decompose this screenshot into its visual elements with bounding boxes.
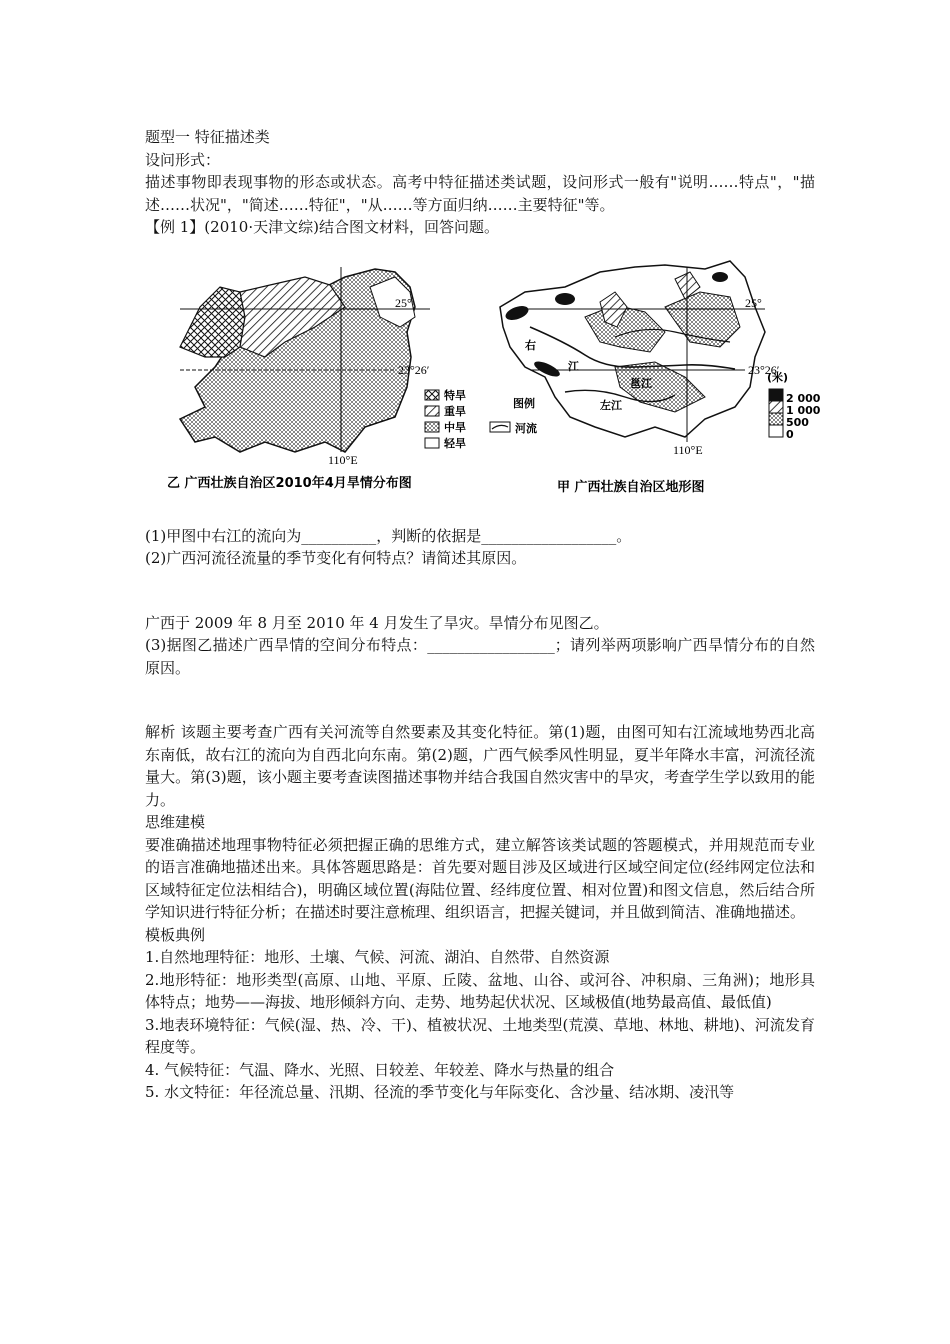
legend-extreme: 特旱 bbox=[444, 388, 466, 402]
template-heading: 模板典例 bbox=[145, 925, 206, 944]
template-item-1: 1.自然地理特征：地形、土壤、气候、河流、湖泊、自然带、自然资源 bbox=[145, 948, 610, 966]
example-heading: 【例 1】(2010·天津文综)结合图文材料，回答问题。 bbox=[145, 218, 499, 236]
legend-moderate: 中旱 bbox=[444, 420, 466, 434]
drought-region-extreme bbox=[180, 287, 245, 357]
river-legend bbox=[490, 396, 537, 435]
document-page bbox=[145, 126, 821, 1104]
left-map-caption: 乙 广西壮族自治区2010年4月旱情分布图 bbox=[167, 475, 412, 491]
river-label-zuojiang: 左江 bbox=[600, 398, 622, 412]
river-label-jiang: 江 bbox=[568, 359, 579, 373]
elevation-500: 500 bbox=[786, 415, 809, 429]
lon-110-label: 110°E bbox=[328, 452, 358, 467]
elevation-2000: 2 000 bbox=[786, 391, 821, 405]
ask-form-text: 描述事物即表现事物的形态或状态。高考中特征描述类试题，设问形式一般有"说明……特点"，"描述……状况"，"简述……特征"，"从……等方面归纳……主要特征"等。 bbox=[145, 173, 815, 214]
lat-25-label: 25° bbox=[395, 295, 412, 310]
right-map-caption: 甲 广西壮族自治区地形图 bbox=[557, 479, 705, 495]
river-legend-title: 图例 bbox=[513, 396, 535, 410]
template-item-4: 4. 气候特征：气温、降水、光照、日较差、年较差、降水与热量的组合 bbox=[145, 1060, 615, 1079]
terrain-lon-110-label: 110°E bbox=[673, 442, 703, 457]
analysis-text: 解析 该题主要考查广西有关河流等自然要素及其变化特征。第(1)题，由图可知右江流域地势西北高东南低，故右江的流向为自西北向东南。第(2)题，广西气候季风性明显，夏半年降水丰富，河流径流量大。第(3)题，该小题主要考查读图描述事物并结合我国自然灾害中的旱灾，考查学生学以致用的能力。 bbox=[145, 723, 815, 809]
question-1: (1)甲图中右江的流向为__________，判断的依据是__________________。 bbox=[145, 526, 632, 545]
section-title: 题型一 特征描述类 bbox=[145, 128, 270, 146]
river-legend-label: 河流 bbox=[515, 421, 537, 435]
terrain-lat-25-label: 25° bbox=[745, 295, 762, 310]
river-label-you: 右 bbox=[525, 338, 536, 352]
drought-legend bbox=[425, 388, 466, 450]
template-item-2: 2.地形特征：地形类型(高原、山地、平原、丘陵、盆地、山谷、或河谷、冲积扇、三角洲)；地形具体特点；地势——海拔、地形倾斜方向、走势、地势起伏状况、区域极值(地势最高值、最低值) bbox=[145, 970, 815, 1011]
template-item-5: 5. 水文特征：年径流总量、汛期、径流的季节变化与年际变化、含沙量、结冰期、凌汛等 bbox=[145, 1083, 735, 1101]
map-figure bbox=[145, 247, 821, 507]
map-figure-svg bbox=[145, 247, 821, 507]
drought-map bbox=[167, 267, 466, 491]
question-3: (3)据图乙描述广西旱情的空间分布特点：_________________；请列举两项影响广西旱情分布的自然原因。 bbox=[145, 636, 815, 677]
elevation-1000: 1 000 bbox=[786, 403, 821, 417]
elevation-unit: (米) bbox=[767, 370, 789, 384]
lat-23-label: 23°26′ bbox=[398, 362, 430, 377]
thinking-text: 要准确描述地理事物特征必须把握正确的思维方式，建立解答该类试题的答题模式，并用规范而专业的语言准确地描述出来。具体答题思路是：首先要对题目涉及区域进行区域空间定位(经纬网定位法和区域特征定位法相结合)，明确区域位置(海陆位置、经纬度位置、相对位置)和图文信息，然后结合所学知识进行特征分析；在描述时要注意梳理、组织语言，把握关键词，并且做到简洁、准确地描述。 bbox=[145, 835, 815, 921]
legend-severe: 重旱 bbox=[444, 404, 466, 418]
terrain-map bbox=[490, 261, 821, 495]
question-2: (2)广西河流径流量的季节变化有何特点？请简述其原因。 bbox=[145, 549, 527, 567]
elevation-legend bbox=[767, 370, 821, 441]
terrain-lat-23-label: 23°26′ bbox=[748, 362, 780, 377]
elevation-0: 0 bbox=[786, 427, 794, 441]
question-context: 广西于 2009 年 8 月至 2010 年 4 月发生了旱灾。旱情分布见图乙。 bbox=[145, 613, 609, 632]
thinking-heading: 思维建模 bbox=[145, 813, 206, 831]
ask-form-heading: 设问形式： bbox=[145, 150, 221, 169]
terrain-peak-2 bbox=[555, 293, 575, 305]
legend-light: 轻旱 bbox=[444, 436, 466, 450]
river-label-yujiang: 邕江 bbox=[630, 376, 652, 390]
template-item-3: 3.地表环境特征：气候(湿、热、冷、干)、植被状况、土地类型(荒漠、草地、林地、耕地)、河流发育程度等。 bbox=[145, 1015, 815, 1056]
terrain-peak-4 bbox=[712, 272, 728, 282]
